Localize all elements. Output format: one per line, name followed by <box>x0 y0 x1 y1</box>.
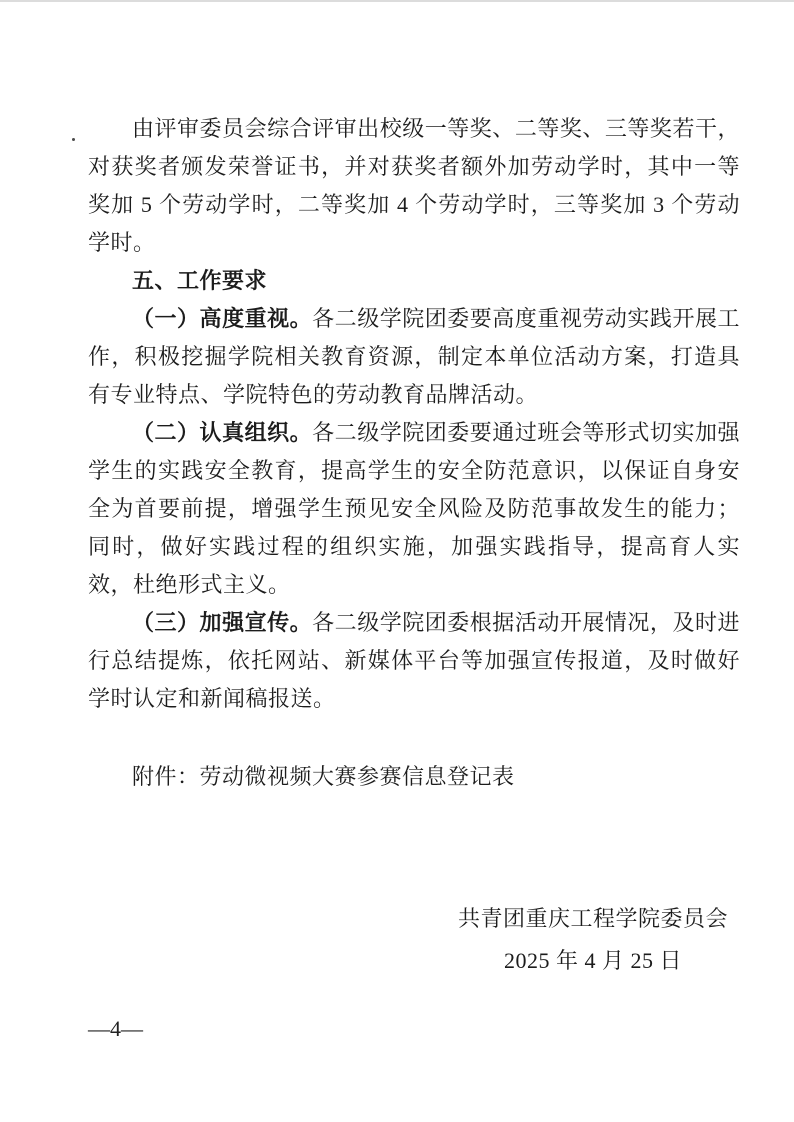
item-body-2: 各二级学院团委要通过班会等形式切实加强学生的实践安全教育，提高学生的安全防范意识，以保证自身安全为首要前提，增强学生预见安全风险及防范事故发生的能力；同时，做好实践过程的组织实施，加强实践指导，提高育人实效，杜绝形式主义。 <box>88 420 740 597</box>
stray-ink-mark <box>72 138 75 141</box>
item-lead-3: （三）加强宣传。 <box>132 610 313 635</box>
item-body-3: 各二级学院团委根据活动开展情况，及时进行总结提炼，依托网站、新媒体平台等加强宣传报道，及时做好学时认定和新闻稿报送。 <box>88 610 740 711</box>
item-paragraph-1 <box>88 300 740 414</box>
paragraph-awards: 由评审委员会综合评审出校级一等奖、二等奖、三等奖若干，对获奖者颁发荣誉证书，并对获奖者额外加劳动学时，其中一等奖加 5 个劳动学时，二等奖加 4 个劳动学时，三等奖加 3 个劳动学时。 <box>88 116 740 255</box>
signature-date: 2025 年 4 月 25 日 <box>503 948 682 973</box>
attachment-line: 附件：劳动微视频大赛参赛信息登记表 <box>132 764 515 789</box>
item-paragraph-3 <box>88 604 740 718</box>
item-body-1: 各二级学院团委要高度重视劳动实践开展工作，积极挖掘学院相关教育资源，制定本单位活动方案，打造具有专业特点、学院特色的劳动教育品牌活动。 <box>88 306 740 407</box>
signature-block <box>458 900 728 984</box>
document-body <box>88 110 740 984</box>
item-lead-1: （一）高度重视。 <box>132 306 313 331</box>
scan-edge-line <box>0 0 794 2</box>
item-paragraph-2 <box>88 414 740 604</box>
signature-organization: 共青团重庆工程学院委员会 <box>457 906 728 931</box>
item-lead-2: （二）认真组织。 <box>132 420 313 445</box>
section-heading-work-requirements: 五、工作要求 <box>132 268 268 293</box>
page-number-footer: —4— <box>88 1016 143 1041</box>
